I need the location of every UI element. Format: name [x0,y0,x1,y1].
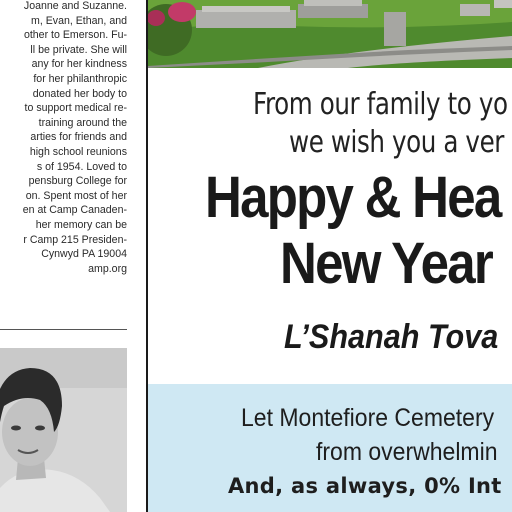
cemetery-advertisement [148,0,512,512]
cemetery-photo [148,0,512,68]
obituary-line: to support medical re- [24,102,127,115]
obituary-line: Cynwyd PA 19004 [41,248,127,261]
obituary-line: her memory can be [35,218,127,231]
obituary-line: on. Spent most of her [25,189,127,202]
headline-line-1: Happy & Hea [205,165,501,230]
obituary-portrait-photo [0,348,127,512]
promo-line-3: And, as always, 0% Int [228,474,502,498]
obituary-line: Joanne and Suzanne. [23,0,127,12]
obituary-line: en at Camp Canaden- [22,204,127,217]
obituary-line: ll be private. She will [30,43,127,56]
ad-message-panel [148,68,512,384]
obituary-line: amp.org [88,262,127,275]
obituary-line: r Camp 215 Presiden- [23,233,127,246]
obituary-column [0,0,127,512]
section-divider [0,329,127,330]
obituary-text [0,0,127,276]
obituary-line: other to Emerson. Fu- [23,29,127,42]
obituary-line: any for her kindness [31,58,127,71]
obituary-line: for her philanthropic [33,72,127,85]
headline-line-2: New Year [280,231,492,296]
greeting-line-1: From our family to yo [253,87,508,122]
obituary-line: m, Evan, Ethan, and [31,14,127,27]
obituary-line: donated her body to [32,87,127,100]
obituary-line: high school reunions [29,145,127,158]
greeting-line-2: we wish you a ver [289,125,505,160]
obituary-line: training around the [38,116,127,129]
obituary-line: s of 1954. Loved to [36,160,127,173]
obituary-line: pensburg College for [28,175,127,188]
obituary-line: arties for friends and [30,131,127,144]
promo-banner [148,384,512,512]
promo-line-1: Let Montefiore Cemetery [241,404,495,432]
promo-line-2: from overwhelmin [316,438,498,466]
tagline: L’Shanah Tova [284,318,499,356]
